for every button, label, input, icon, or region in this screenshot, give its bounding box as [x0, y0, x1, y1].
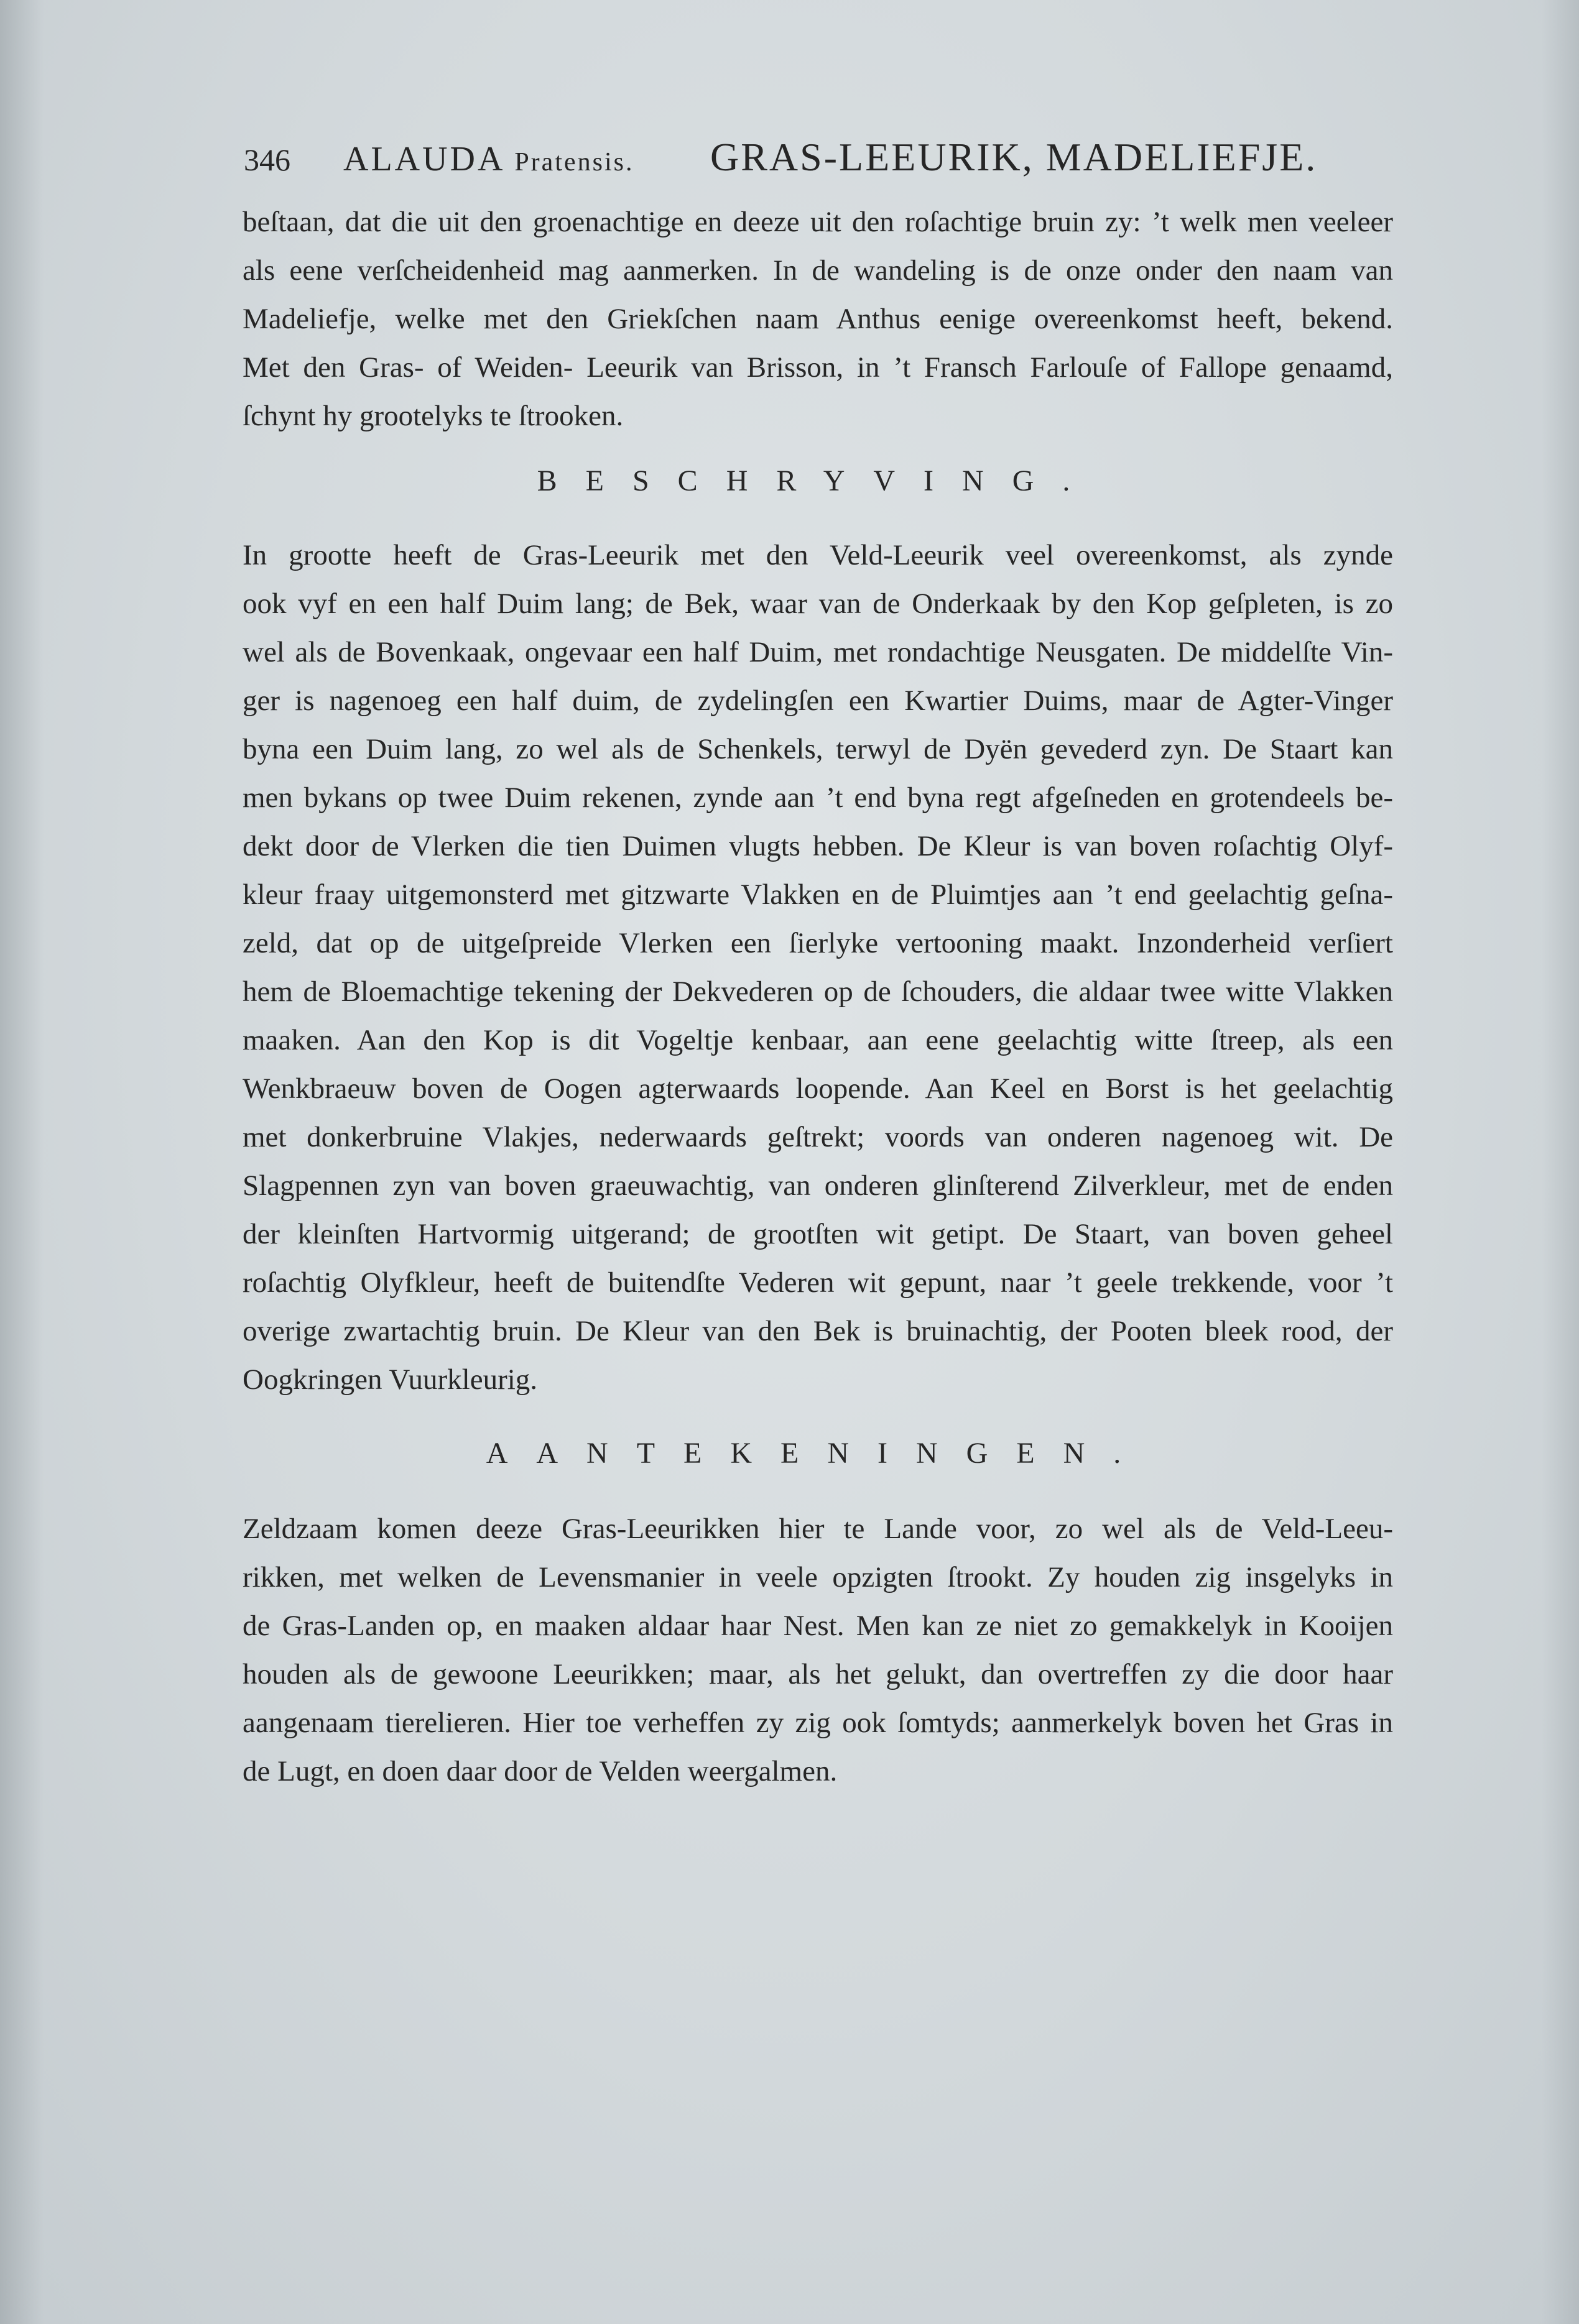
text-line: als eene verſcheidenheid mag aanmerken. In de wandeling is de onze onder den naam van	[243, 254, 1393, 287]
text-line: ger is nagenoeg een half duim, de zydelingſen een Kwartier Duims, maar de Agter-Vinger	[243, 685, 1393, 717]
text-line: Zeldzaam komen deeze Gras-Leeurikken hier te Lande voor, zo wel als de Veld-Leeu-	[243, 1513, 1393, 1545]
text-line: Oogkringen Vuurkleurig.	[243, 1363, 538, 1396]
text-line: ook vyf en een half Duim lang; de Bek, waar van de Onderkaak by den Kop geſpleten, is zo	[243, 588, 1393, 620]
text-line: zeld, dat op de uitgeſpreide Vlerken een ſierlyke vertooning maakt. Inzonderheid verſiert	[243, 927, 1393, 959]
text-line: de Gras-Landen op, en maaken aldaar haar Nest. Men kan ze niet zo gemakkelyk in Kooijen	[243, 1610, 1393, 1642]
right-edge-shadow	[1542, 0, 1579, 2324]
text-line: met donkerbruine Vlakjes, nederwaards geſtrekt; voords van onderen nagenoeg wit. De	[243, 1121, 1393, 1153]
text-line: overige zwartachtig bruin. De Kleur van den Bek is bruinachtig, der Pooten bleek rood, der	[243, 1315, 1393, 1347]
latin-title-species: Pratensis.	[514, 148, 634, 177]
text-line: Slagpennen zyn van boven graeuwachtig, van onderen glinſterend Zilverkleur, met de enden	[243, 1169, 1393, 1202]
text-line: Wenkbraeuw boven de Oogen agterwaards loopende. Aan Keel en Borst is het geelachtig	[243, 1072, 1393, 1105]
section-heading-description: BESCHRYVING.	[537, 464, 1099, 497]
page-number: 346	[244, 142, 290, 177]
section-heading-notes: AANTEKENINGEN.	[486, 1437, 1150, 1470]
text-line: wel als de Bovenkaak, ongevaar een half Duim, met rondachtige Neusgaten. De middelſte Vin-	[243, 636, 1393, 668]
latin-title	[343, 139, 634, 179]
text-line: roſachtig Olyfkleur, heeft de buitendſte Vederen wit gepunt, naar ’t geele trekkende, voor ’t	[243, 1266, 1393, 1299]
text-line: aangenaam tierelieren. Hier toe verheffen zy zig ook ſomtyds; aanmerkelyk boven het Gras in	[243, 1707, 1393, 1739]
text-line: rikken, met welken de Levensmanier in veele opzigten ſtrookt. Zy houden zig insgelyks in	[243, 1561, 1393, 1593]
text-line: byna een Duim lang, zo wel als de Schenkels, terwyl de Dyën gevederd zyn. De Staart kan	[243, 733, 1393, 765]
intro-paragraph	[243, 198, 1393, 440]
latin-title-genus: ALAUDA	[343, 140, 504, 178]
text-line: beſtaan, dat die uit den groenachtige en deeze uit den roſachtige bruin zy: ’t welk men veeleer	[243, 206, 1393, 238]
text-line: Met den Gras- of Weiden- Leeurik van Brisson, in ’t Fransch Farlouſe of Fallope genaamd,	[243, 351, 1393, 384]
left-edge-shadow	[0, 0, 44, 2324]
text-line: maaken. Aan den Kop is dit Vogeltje kenbaar, aan eene geelachtig witte ſtreep, als een	[243, 1024, 1393, 1056]
text-line: In grootte heeft de Gras-Leeurik met den Veld-Leeurik veel overeenkomst, als zynde	[243, 539, 1393, 571]
text-line: de Lugt, en doen daar door de Velden weergalmen.	[243, 1755, 838, 1787]
text-line: dekt door de Vlerken die tien Duimen vlugts hebben. De Kleur is van boven roſachtig Olyf-	[243, 830, 1393, 862]
text-line: men bykans op twee Duim rekenen, zynde aan ’t end byna regt afgeſneden en grotendeels be-	[243, 782, 1393, 814]
text-line: ſchynt hy grootelyks te ſtrooken.	[243, 400, 624, 432]
text-line: der kleinſten Hartvormig uitgerand; de grootſten wit getipt. De Staart, van boven geheel	[243, 1218, 1393, 1250]
dutch-title: GRAS-LEEURIK, MADELIEFJE.	[710, 135, 1318, 179]
text-line: houden als de gewoone Leeurikken; maar, als het gelukt, dan overtreffen zy die door haar	[243, 1658, 1393, 1690]
text-line: hem de Bloemachtige tekening der Dekvederen op de ſchouders, die aldaar twee witte Vlakken	[243, 975, 1393, 1008]
text-line: Madeliefje, welke met den Griekſchen naam Anthus eenige overeenkomst heeft, bekend.	[243, 303, 1393, 335]
notes-paragraph	[243, 1505, 1393, 1796]
text-line: kleur fraay uitgemonsterd met gitzwarte Vlakken en de Pluimtjes aan ’t end geelachtig geſna-	[243, 878, 1393, 911]
running-header	[244, 132, 1318, 188]
description-paragraph	[243, 531, 1393, 1404]
